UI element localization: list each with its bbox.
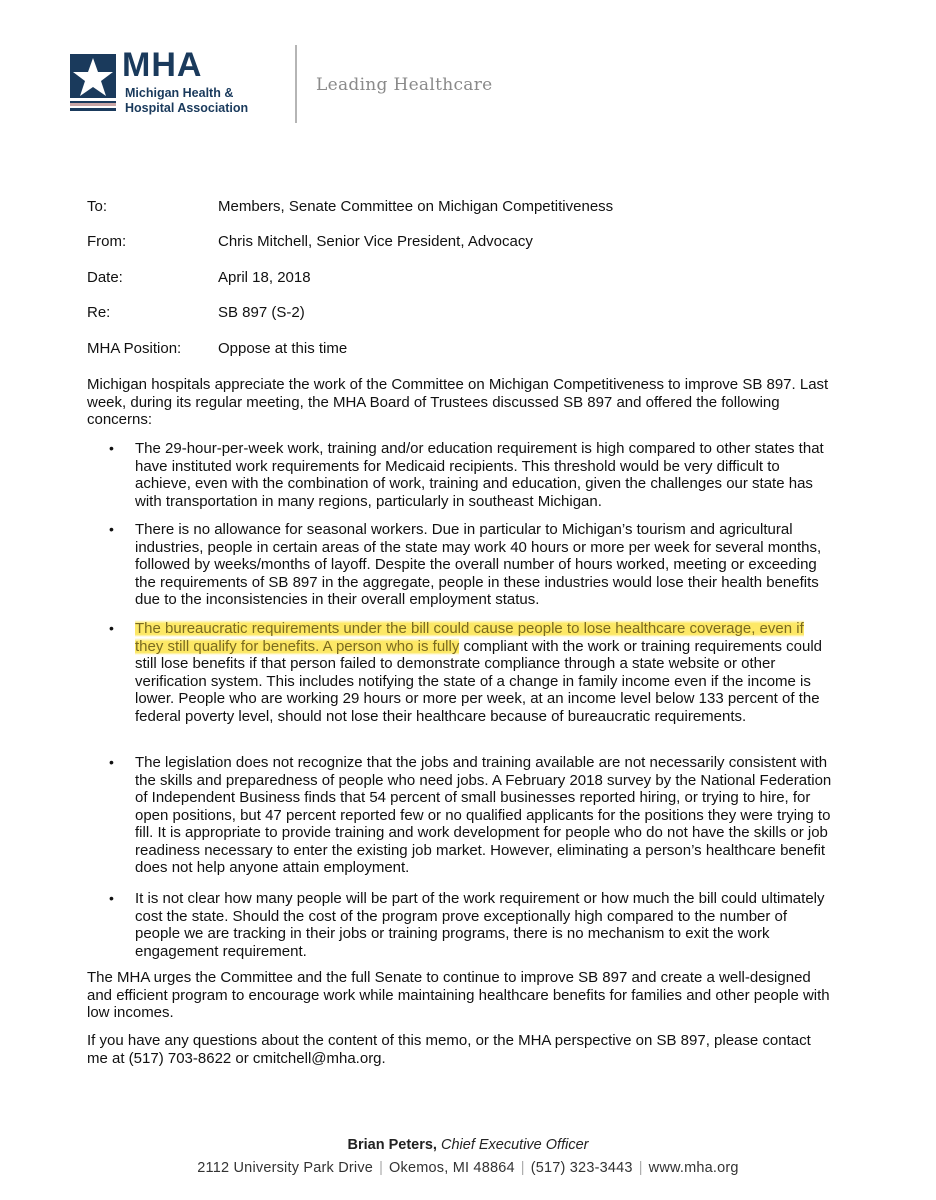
- re-value: SB 897 (S-2): [218, 304, 305, 321]
- logo-line-1: Michigan Health &: [125, 86, 234, 100]
- bullet-glyph: •: [109, 440, 114, 456]
- bullet-glyph: •: [109, 521, 114, 537]
- footer-separator: |: [379, 1160, 384, 1176]
- date-label: Date:: [87, 269, 123, 286]
- mha-logo: [70, 48, 285, 118]
- footer-separator: |: [638, 1160, 643, 1176]
- logo-subtitle: [125, 86, 248, 116]
- bullet-text-rest: compliant with the work or training requirements could still lose benefits if that person failed to demonstrate compliance through a state website or other verification system. This includes notifying the state of a change in family income even if the income is lower. People who are working 29 hours or more per week, at an income level below 133 percent of the federal poverty level, should not lose their healthcare because of bureaucratic requirements.: [135, 637, 823, 725]
- logo-line-2: Hospital Association: [125, 101, 249, 115]
- ceo-name: Brian Peters,: [347, 1137, 437, 1153]
- logo-wordmark: MHA: [122, 46, 203, 84]
- footer-address: 2112 University Park Drive: [197, 1160, 374, 1176]
- bullet-text: [135, 620, 835, 725]
- letterhead-divider: [295, 45, 297, 123]
- bullet-text: The 29-hour-per-week work, training and/or education requirement is high compared to other states that have instituted work requirements for Medicaid recipients. This threshold would be very difficult to achieve, even with the combination of work, training and education, given the challenges our state has with transportation in many regions, particularly in southeast Michigan.: [135, 440, 824, 510]
- from-value: Chris Mitchell, Senior Vice President, Advocacy: [218, 233, 533, 250]
- footer-phone: (517) 323-3443: [530, 1160, 633, 1176]
- bullet-text: There is no allowance for seasonal workers. Due in particular to Michigan’s tourism and agricultural industries, people in certain areas of the state may work 40 hours or more per week for several months, followed by weeks/months of layoff. Despite the overall number of hours worked, meeting or exceeding the requirements of SB 897 in the aggregate, people in these industries would lose their health benefits due to the inconsistencies in their overall employment status.: [135, 521, 822, 608]
- position-label: MHA Position:: [87, 340, 182, 357]
- date-value: April 18, 2018: [218, 269, 311, 286]
- footer-contact: [0, 1160, 936, 1176]
- closing-paragraph-2: [87, 1032, 832, 1067]
- bullet-glyph: •: [109, 890, 114, 906]
- to-label: To:: [87, 198, 108, 215]
- footer-city: Okemos, MI 48864: [389, 1160, 515, 1176]
- bullet-text: The legislation does not recognize that the jobs and training available are not necessarily consistent with the skills and preparedness of people who need jobs. A February 2018 survey by the National Federation of Independent Business finds that 54 percent of small businesses reported hiring, or trying to hire, for open positions, but 47 percent reported few or no qualified applicants for the positions they were trying to fill. It is appropriate to provide training and work development for people who do not have the skills or job readiness necessary to enter the existing job market. However, eliminating a person’s healthcare benefit does not help anyone attain employment.: [135, 754, 832, 876]
- footer-signature: [0, 1137, 936, 1153]
- to-value: Members, Senate Committee on Michigan Competitiveness: [218, 198, 614, 215]
- footer-separator: |: [520, 1160, 525, 1176]
- footer-web[interactable]: www.mha.org: [648, 1160, 739, 1176]
- highlighted-text: The bureaucratic requirements under the bill could cause people to lose healthcare coverage, even if they still qualify for benefits. A person who is fully: [135, 620, 804, 655]
- star-icon: [70, 52, 122, 112]
- from-label: From:: [87, 233, 127, 250]
- bullet-text: It is not clear how many people will be part of the work requirement or how much the bill could ultimately cost the state. Should the cost of the program prove exceptionally high compared to the number of people we are tracking in their jobs or training programs, there is no mechanism to exit the work engagement requirement.: [135, 890, 825, 960]
- closing-text-2: If you have any questions about the content of this memo, or the MHA perspective on SB 897, please contact me at (517) 703-8622 or cmitchell@mha.org.: [87, 1032, 811, 1067]
- intro-paragraph: [87, 376, 832, 429]
- closing-text-1: The MHA urges the Committee and the full Senate to continue to improve SB 897 and create a well-designed and efficient program to encourage work while maintaining healthcare benefits for families and other people with low incomes.: [87, 969, 830, 1021]
- bullet-glyph: •: [109, 620, 114, 636]
- closing-paragraph-1: [87, 969, 832, 1022]
- bullet-glyph: •: [109, 754, 114, 770]
- intro-text: Michigan hospitals appreciate the work of the Committee on Michigan Competitiveness to improve SB 897. Last week, during its regular meeting, the MHA Board of Trustees discussed SB 897 and offered the following concerns:: [87, 376, 829, 428]
- re-label: Re:: [87, 304, 111, 321]
- position-value: Oppose at this time: [218, 340, 348, 357]
- ceo-title: Chief Executive Officer: [441, 1137, 589, 1153]
- tagline: Leading Healthcare: [316, 75, 493, 95]
